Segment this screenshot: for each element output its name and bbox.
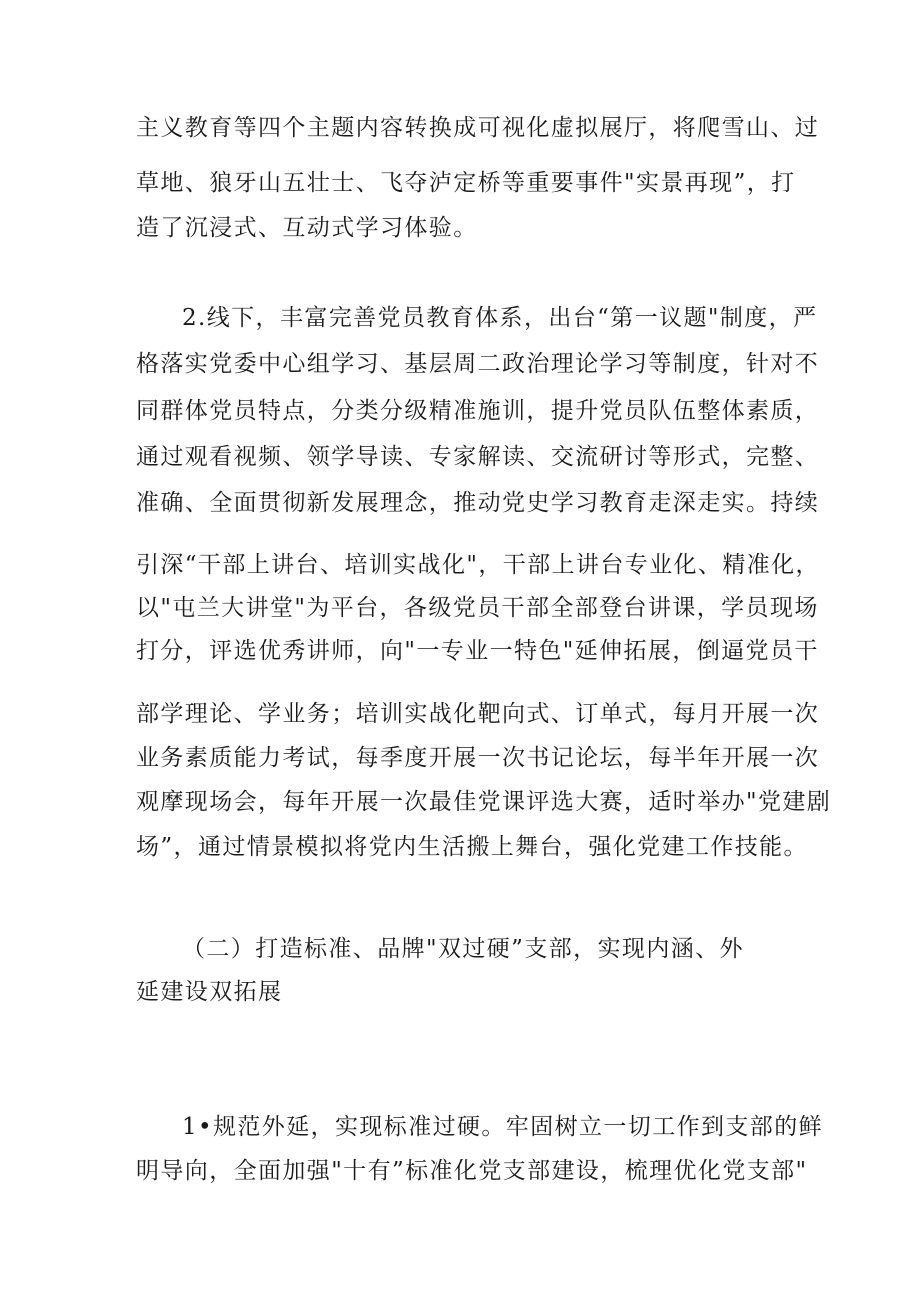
text-line: 延建设双拓展 <box>136 979 283 1005</box>
text-line: 草地、狼牙山五壮士、飞夺泸定桥等重要事件"实景再现”，打 <box>136 170 796 196</box>
text-line: 以"屯兰大讲堂"为平台，各级党员干部全部登台讲课，学员现场 <box>136 595 819 621</box>
text-line: 准确、全面贯彻新发展理念，推动党史学习教育走深走实。持续 <box>136 490 820 516</box>
text-line: 观摩现场会，每年开展一次最佳党课评选大赛，适时举办"党建剧 <box>136 789 832 815</box>
text-line: 部学理论、学业务；培训实战化靶向式、订单式，每月开展一次 <box>136 701 820 727</box>
text-line: 场”，通过情景模拟将党内生活搬上舞台，强化党建工作技能。 <box>136 834 808 860</box>
text-line: 同群体党员特点，分类分级精准施训，提升党员队伍整体素质， <box>136 398 820 424</box>
text-line: 主义教育等四个主题内容转换成可视化虚拟展厅，将爬雪山、过 <box>136 115 820 141</box>
text-line: （二）打造标准、品牌"双过硬”支部，实现内涵、外 <box>182 936 744 962</box>
text-line: 造了沉浸式、互动式学习体验。 <box>136 215 478 241</box>
text-line: 打分，评选优秀讲师，向"一专业一特色"延伸拓展，倒逼党员干 <box>136 638 819 664</box>
text-line: 明导向，全面加强"十有”标准化党支部建设，梳理优化党支部" <box>136 1158 808 1184</box>
text-line: 格落实党委中心组学习、基层周二政治理论学习等制度，针对不 <box>136 351 820 377</box>
text-line: 2.线下，丰富完善党员教育体系，出台“第一议题"制度，严 <box>182 305 818 331</box>
text-line: 通过观看视频、领学导读、专家解读、交流研讨等形式，完整、 <box>136 444 820 470</box>
text-line: 引深“干部上讲台、培训实战化"，干部上讲台专业化、精准化， <box>136 552 820 578</box>
text-line: 业务素质能力考试，每季度开展一次书记论坛，每半年开展一次 <box>136 745 820 771</box>
text-line: 1•规范外延，实现标准过硬。牢固树立一切工作到支部的鲜 <box>182 1114 823 1140</box>
